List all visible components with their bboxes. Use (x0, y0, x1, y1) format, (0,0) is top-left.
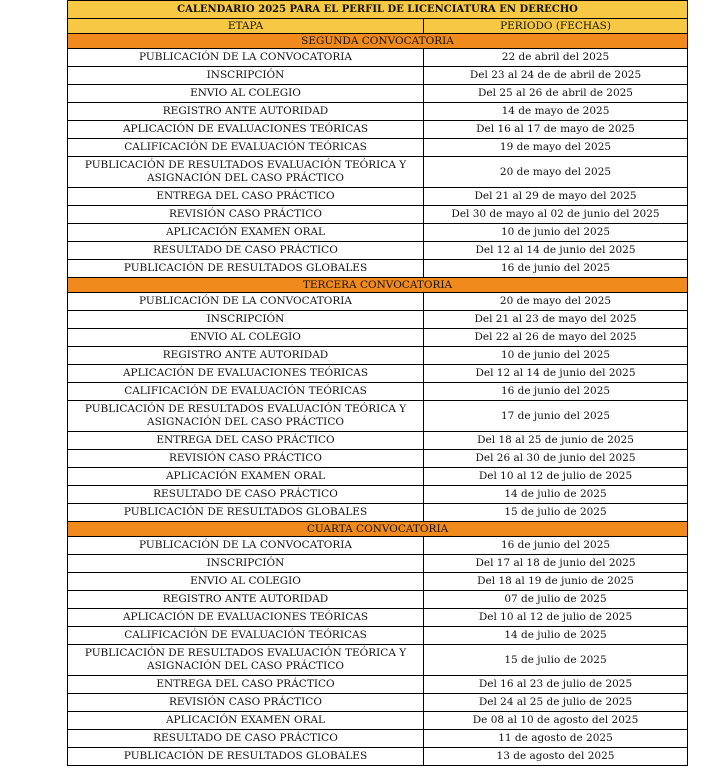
period-cell: 20 de mayo del 2025 (424, 293, 688, 311)
stage-cell: PUBLICACIÓN DE RESULTADOS EVALUACIÓN TEÓRICA Y ASIGNACIÓN DEL CASO PRÁCTICO (68, 645, 424, 676)
stage-cell: ENVIO AL COLEGIO (68, 329, 424, 347)
section-row (68, 522, 688, 537)
period-cell: Del 16 al 23 de julio de 2025 (424, 676, 688, 694)
table-row (68, 486, 688, 504)
period-cell: 15 de julio de 2025 (424, 645, 688, 676)
stage-cell: PUBLICACIÓN DE LA CONVOCATORIA (68, 49, 424, 67)
stage-cell: RESULTADO DE CASO PRÁCTICO (68, 486, 424, 504)
table-row (68, 432, 688, 450)
period-cell: Del 24 al 25 de julio de 2025 (424, 694, 688, 712)
table-row (68, 329, 688, 347)
table-row (68, 293, 688, 311)
period-cell: 16 de junio del 2025 (424, 537, 688, 555)
table-row (68, 383, 688, 401)
stage-cell: PUBLICACIÓN DE RESULTADOS GLOBALES (68, 260, 424, 278)
table-row (68, 311, 688, 329)
period-cell: De 08 al 10 de agosto del 2025 (424, 712, 688, 730)
period-cell: 19 de mayo del 2025 (424, 139, 688, 157)
stage-cell: APLICACIÓN DE EVALUACIONES TEÓRICAS (68, 609, 424, 627)
period-cell: Del 26 al 30 de junio del 2025 (424, 450, 688, 468)
period-cell: 16 de junio del 2025 (424, 260, 688, 278)
table-row (68, 712, 688, 730)
column-header-period: PERIODO (FECHAS) (424, 19, 688, 34)
period-cell: Del 17 al 18 de junio del 2025 (424, 555, 688, 573)
table-row (68, 139, 688, 157)
stage-cell: PUBLICACIÓN DE RESULTADOS GLOBALES (68, 504, 424, 522)
table-row (68, 694, 688, 712)
period-cell: Del 16 al 17 de mayo de 2025 (424, 121, 688, 139)
period-cell: 14 de julio de 2025 (424, 627, 688, 645)
table-row (68, 591, 688, 609)
stage-cell: CALIFICACIÓN DE EVALUACIÓN TEÓRICAS (68, 383, 424, 401)
stage-cell: REGISTRO ANTE AUTORIDAD (68, 347, 424, 365)
table-row (68, 67, 688, 85)
section-row (68, 278, 688, 293)
header-row (68, 19, 688, 34)
period-cell: 14 de mayo de 2025 (424, 103, 688, 121)
stage-cell: PUBLICACIÓN DE RESULTADOS GLOBALES (68, 748, 424, 766)
table-row (68, 85, 688, 103)
table-row (68, 365, 688, 383)
period-cell: 17 de junio del 2025 (424, 401, 688, 432)
table-row (68, 206, 688, 224)
table-row (68, 468, 688, 486)
period-cell: Del 22 al 26 de mayo del 2025 (424, 329, 688, 347)
table-row (68, 401, 688, 432)
stage-cell: RESULTADO DE CASO PRÁCTICO (68, 242, 424, 260)
period-cell: 15 de julio de 2025 (424, 504, 688, 522)
stage-cell: REVISIÓN CASO PRÁCTICO (68, 694, 424, 712)
period-cell: Del 30 de mayo al 02 de junio del 2025 (424, 206, 688, 224)
stage-cell: APLICACIÓN DE EVALUACIONES TEÓRICAS (68, 365, 424, 383)
column-header-stage: ETAPA (68, 19, 424, 34)
period-cell: 20 de mayo del 2025 (424, 157, 688, 188)
table-row (68, 609, 688, 627)
table-row (68, 627, 688, 645)
stage-cell: APLICACIÓN EXAMEN ORAL (68, 468, 424, 486)
stage-cell: RESULTADO DE CASO PRÁCTICO (68, 730, 424, 748)
title-row (68, 1, 688, 19)
section-row (68, 34, 688, 49)
stage-cell: INSCRIPCIÓN (68, 67, 424, 85)
stage-cell: ENVIO AL COLEGIO (68, 573, 424, 591)
calendar-table-body (68, 1, 688, 766)
stage-cell: PUBLICACIÓN DE RESULTADOS EVALUACIÓN TEÓRICA Y ASIGNACIÓN DEL CASO PRÁCTICO (68, 401, 424, 432)
table-row (68, 748, 688, 766)
table-row (68, 555, 688, 573)
stage-cell: APLICACIÓN DE EVALUACIONES TEÓRICAS (68, 121, 424, 139)
stage-cell: ENTREGA DEL CASO PRÁCTICO (68, 432, 424, 450)
table-row (68, 573, 688, 591)
stage-cell: ENTREGA DEL CASO PRÁCTICO (68, 188, 424, 206)
stage-cell: REVISIÓN CASO PRÁCTICO (68, 206, 424, 224)
period-cell: 13 de agosto del 2025 (424, 748, 688, 766)
table-row (68, 645, 688, 676)
stage-cell: REGISTRO ANTE AUTORIDAD (68, 103, 424, 121)
period-cell: Del 21 al 29 de mayo del 2025 (424, 188, 688, 206)
section-title: SEGUNDA CONVOCATORIA (68, 34, 688, 49)
period-cell: 22 de abril del 2025 (424, 49, 688, 67)
table-row (68, 121, 688, 139)
period-cell: Del 25 al 26 de abril de 2025 (424, 85, 688, 103)
table-row (68, 157, 688, 188)
table-row (68, 224, 688, 242)
stage-cell: INSCRIPCIÓN (68, 555, 424, 573)
table-row (68, 242, 688, 260)
section-title: TERCERA CONVOCATORIA (68, 278, 688, 293)
stage-cell: PUBLICACIÓN DE RESULTADOS EVALUACIÓN TEÓRICA Y ASIGNACIÓN DEL CASO PRÁCTICO (68, 157, 424, 188)
table-row (68, 730, 688, 748)
stage-cell: ENVIO AL COLEGIO (68, 85, 424, 103)
period-cell: Del 12 al 14 de junio del 2025 (424, 242, 688, 260)
table-row (68, 49, 688, 67)
table-row (68, 103, 688, 121)
stage-cell: PUBLICACIÓN DE LA CONVOCATORIA (68, 293, 424, 311)
period-cell: Del 18 al 25 de junio de 2025 (424, 432, 688, 450)
stage-cell: ENTREGA DEL CASO PRÁCTICO (68, 676, 424, 694)
period-cell: Del 10 al 12 de julio de 2025 (424, 468, 688, 486)
table-row (68, 260, 688, 278)
period-cell: 10 de junio del 2025 (424, 347, 688, 365)
stage-cell: REVISIÓN CASO PRÁCTICO (68, 450, 424, 468)
table-row (68, 504, 688, 522)
table-row (68, 676, 688, 694)
period-cell: Del 12 al 14 de junio del 2025 (424, 365, 688, 383)
table-row (68, 188, 688, 206)
calendar-table (67, 0, 688, 766)
table-title: CALENDARIO 2025 PARA EL PERFIL DE LICENCIATURA EN DERECHO (68, 1, 688, 19)
period-cell: 10 de junio del 2025 (424, 224, 688, 242)
table-row (68, 347, 688, 365)
period-cell: Del 10 al 12 de julio de 2025 (424, 609, 688, 627)
stage-cell: CALIFICACIÓN DE EVALUACIÓN TEÓRICAS (68, 139, 424, 157)
period-cell: Del 21 al 23 de mayo del 2025 (424, 311, 688, 329)
stage-cell: APLICACIÓN EXAMEN ORAL (68, 224, 424, 242)
stage-cell: APLICACIÓN EXAMEN ORAL (68, 712, 424, 730)
period-cell: 11 de agosto de 2025 (424, 730, 688, 748)
stage-cell: REGISTRO ANTE AUTORIDAD (68, 591, 424, 609)
period-cell: 07 de julio de 2025 (424, 591, 688, 609)
calendar-document (67, 0, 687, 766)
stage-cell: INSCRIPCIÓN (68, 311, 424, 329)
table-row (68, 450, 688, 468)
period-cell: Del 23 al 24 de de abril de 2025 (424, 67, 688, 85)
stage-cell: CALIFICACIÓN DE EVALUACIÓN TEÓRICAS (68, 627, 424, 645)
period-cell: Del 18 al 19 de junio de 2025 (424, 573, 688, 591)
period-cell: 14 de julio de 2025 (424, 486, 688, 504)
stage-cell: PUBLICACIÓN DE LA CONVOCATORIA (68, 537, 424, 555)
table-row (68, 537, 688, 555)
section-title: CUARTA CONVOCATORIA (68, 522, 688, 537)
period-cell: 16 de junio del 2025 (424, 383, 688, 401)
